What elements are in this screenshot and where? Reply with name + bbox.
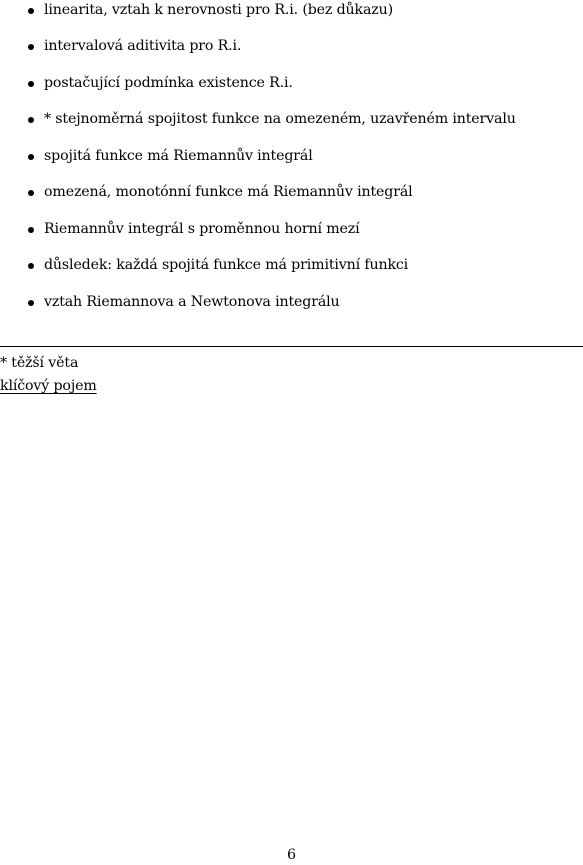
bullet-icon: [28, 227, 34, 233]
list-item: [0, 73, 583, 97]
list-item-text: postačující podmínka existence R.i.: [44, 75, 293, 91]
list-item: [0, 146, 583, 170]
list-item: [0, 36, 583, 60]
footnote-divider: [0, 346, 583, 347]
list-item: [0, 0, 583, 24]
bullet-icon: [28, 300, 34, 306]
list-item: [0, 109, 583, 133]
bullet-icon: [28, 263, 34, 269]
list-item-text: Riemannův integrál s proměnnou horní mezí: [44, 221, 360, 237]
footnote-key-concept: klíčový pojem: [0, 378, 97, 394]
bullet-icon: [28, 190, 34, 196]
list-item: [0, 219, 583, 243]
list-item-text: omezená, monotónní funkce má Riemannův integrál: [44, 184, 413, 200]
list-item: [0, 292, 583, 316]
list-item-text: spojitá funkce má Riemannův integrál: [44, 148, 313, 164]
bullet-icon: [28, 44, 34, 50]
list-item-text: intervalová aditivita pro R.i.: [44, 38, 242, 54]
bullet-icon: [28, 8, 34, 14]
list-item-text: * stejnoměrná spojitost funkce na omezeném, uzavřeném intervalu: [44, 111, 516, 127]
list-item: [0, 255, 583, 279]
list-item: [0, 182, 583, 206]
list-item-text: vztah Riemannova a Newtonova integrálu: [44, 294, 340, 310]
footnote-harder-theorem: * těžší věta: [0, 355, 79, 371]
bullet-icon: [28, 81, 34, 87]
list-item-text: důsledek: každá spojitá funkce má primitivní funkci: [44, 257, 409, 273]
bullet-icon: [28, 117, 34, 123]
bullet-icon: [28, 154, 34, 160]
list-item-text: linearita, vztah k nerovnosti pro R.i. (bez důkazu): [44, 2, 393, 18]
page-number: 6: [286, 847, 297, 863]
